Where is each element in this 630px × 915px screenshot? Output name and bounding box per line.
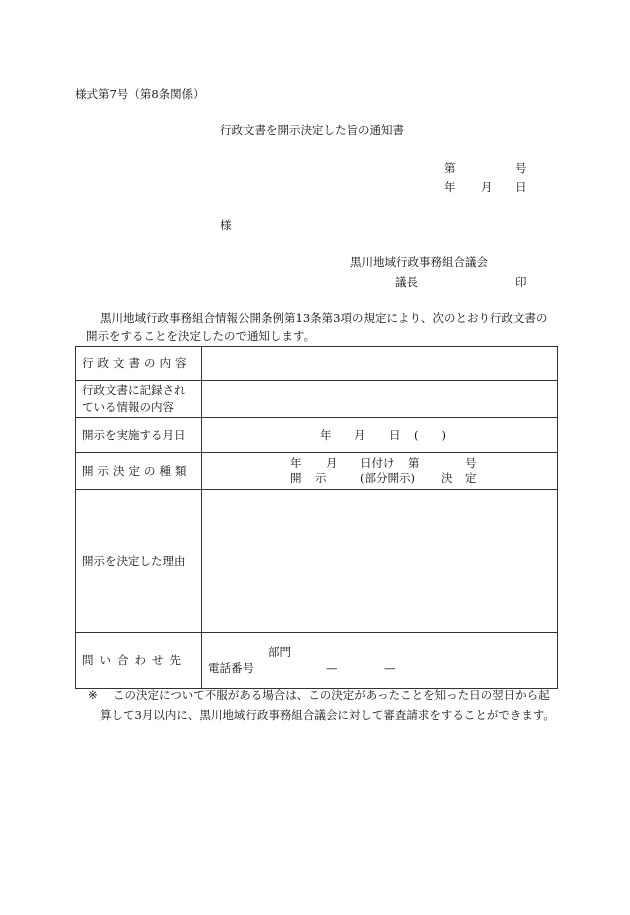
row-label-contact: 問い合わせ先	[76, 633, 202, 689]
type-tei: 定	[465, 471, 477, 485]
table-row	[76, 453, 558, 490]
row-label-content: 行政文書の内容	[76, 347, 202, 381]
row-value-contact	[202, 633, 558, 689]
label-line: ている情報の内容	[82, 400, 174, 414]
type-year: 年	[290, 456, 302, 470]
type-num-suffix: 号	[465, 456, 477, 470]
document-title: 行政文書を開示決定した旨の通知書	[220, 123, 404, 137]
contact-dash-2: —	[384, 661, 396, 675]
footnote-text: この決定について不服がある場合は、この決定があったことを知った日の翌日から起算して3月以内に、黒川地域行政事務組合議会に対して審査請求をすることができます。	[100, 688, 555, 722]
date-year: 年	[444, 180, 456, 194]
doc-no-prefix: 第	[444, 161, 456, 175]
row-value-reason	[202, 490, 558, 633]
month-label: 月	[354, 428, 366, 442]
date-day: 日	[515, 180, 527, 194]
contact-dept: 部門	[268, 645, 291, 659]
type-kai: 開	[290, 471, 302, 485]
label-line: 行政文書に記録され	[82, 383, 186, 398]
seal-mark: 印	[515, 275, 527, 289]
contact-dash-1: —	[326, 661, 338, 675]
doc-no-suffix: 号	[515, 161, 527, 175]
row-value-date	[202, 418, 558, 453]
type-partial: (部分開示)	[360, 471, 415, 485]
footnote-mark: ※	[88, 688, 98, 702]
addressee-suffix: 様	[220, 218, 232, 232]
table-row	[76, 347, 558, 381]
row-value-content	[202, 347, 558, 381]
issuer-organization: 黒川地域行政事務組合議会	[350, 255, 488, 269]
row-label-reason: 開示を決定した理由	[76, 490, 202, 633]
type-month: 月	[326, 456, 338, 470]
day-label: 日	[389, 428, 401, 442]
issuer-position: 議長	[395, 275, 418, 289]
table-row	[76, 381, 558, 418]
row-label-information	[76, 381, 202, 418]
row-label-type: 開示決定の種類	[76, 453, 202, 490]
weekday-paren: ( )	[414, 428, 446, 442]
type-ketsu: 決	[441, 471, 453, 485]
contact-phone-label: 電話番号	[208, 661, 254, 675]
form-number: 様式第7号（第8条関係）	[75, 87, 205, 101]
body-text: 黒川地域行政事務組合情報公開条例第13条第3項の規定により、次のとおり行政文書の開示をすることを決定したので通知します。	[86, 311, 548, 343]
date-month: 月	[481, 180, 493, 194]
body-paragraph	[86, 310, 558, 346]
row-value-information	[202, 381, 558, 418]
table-row	[76, 633, 558, 689]
disclosure-table	[75, 346, 558, 689]
type-dated: 日付け	[360, 456, 395, 470]
type-num-prefix: 第	[408, 456, 420, 470]
row-value-type	[202, 453, 558, 490]
table-row	[76, 490, 558, 633]
row-label-date: 開示を実施する月日	[76, 418, 202, 453]
type-ji: 示	[315, 471, 327, 485]
table-row	[76, 418, 558, 453]
year-label: 年	[320, 428, 332, 442]
